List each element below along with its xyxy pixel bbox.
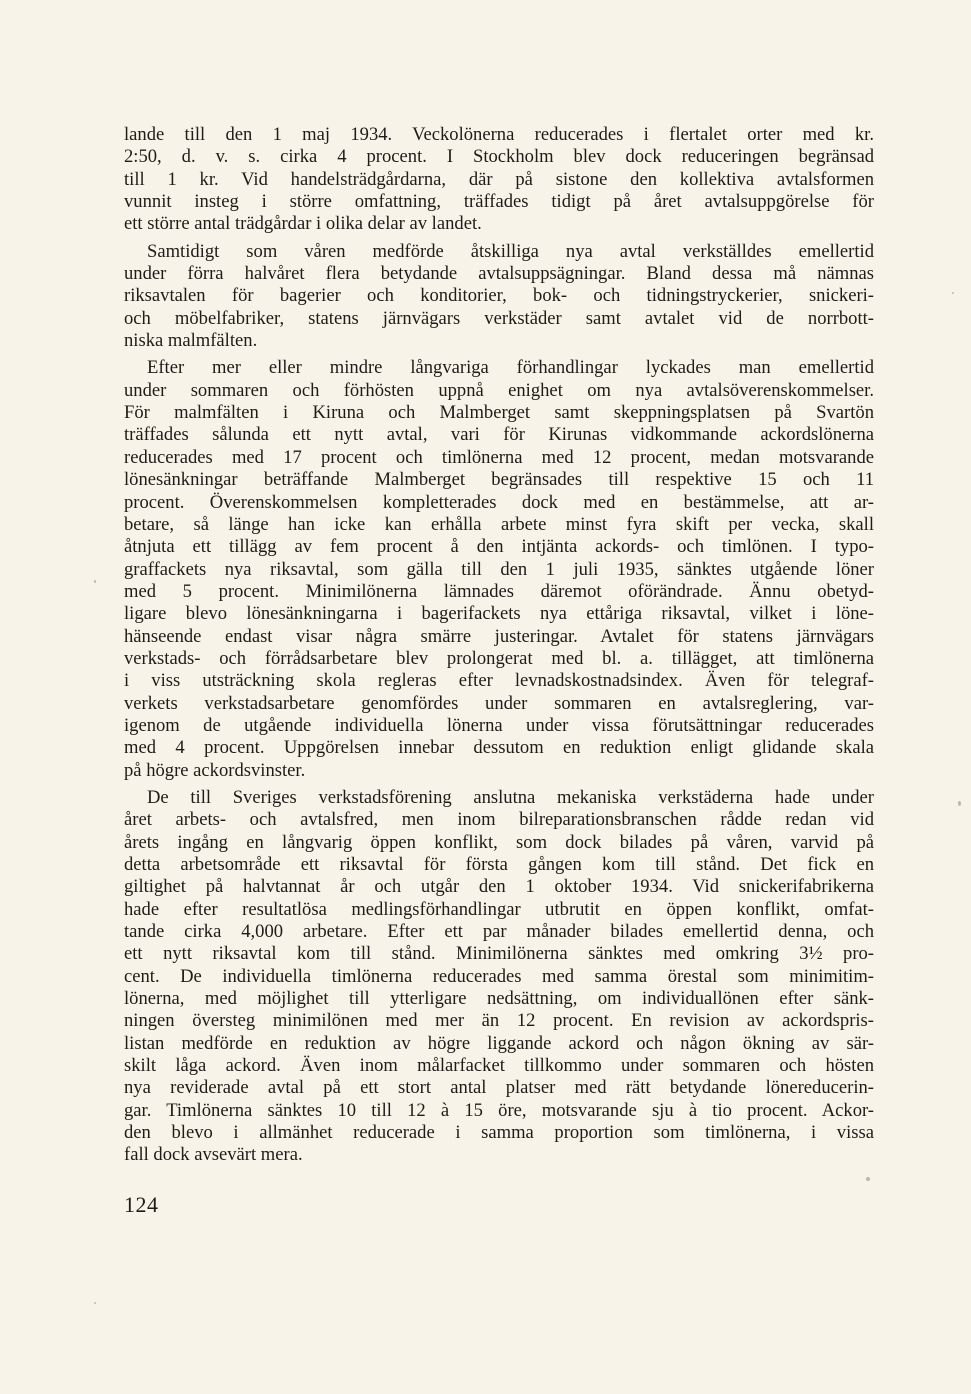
text-line: skilt låga ackord. Även inom målarfacket tillkommo under sommaren och hösten	[124, 1055, 874, 1077]
text-line: till 1 kr. Vid handelsträdgårdarna, där på sistone den kollektiva avtalsformen	[124, 168, 874, 190]
text-line: igenom de utgående individuella lönerna under vissa förutsättningar reducerades	[124, 714, 874, 736]
text-line: ligare blevo lönesänkningarna i bagerifackets nya ettåriga riksavtal, vilket i löne-	[124, 603, 874, 625]
text-line: under sommaren och förhösten uppnå enighet om nya avtalsöverenskommelser.	[124, 379, 874, 401]
text-line: fall dock avsevärt mera.	[124, 1144, 303, 1166]
body-text	[124, 124, 874, 1167]
text-line: hade efter resultatlösa medlingsförhandlingar utbrutit en öppen konflikt, omfat-	[124, 898, 874, 920]
text-line: Samtidigt som våren medförde åtskilliga nya avtal verkställdes emellertid	[147, 240, 874, 262]
text-line: gar. Timlönerna sänktes 10 till 12 à 15 öre, motsvarande sju à tio procent. Ackor-	[124, 1099, 874, 1121]
paper-speck	[958, 801, 961, 806]
paper-speck	[866, 1177, 870, 1181]
text-line: vunnit insteg i större omfattning, träffades tidigt på året avtalsuppgörelse för	[124, 191, 874, 213]
text-line: lande till den 1 maj 1934. Veckolönerna reducerades i flertalet orter med kr.	[124, 124, 874, 145]
text-line: 2:50, d. v. s. cirka 4 procent. I Stockholm blev dock reduceringen begränsad	[124, 146, 874, 168]
text-line: den blevo i allmänhet reducerade i samma proportion som timlönerna, i vissa	[124, 1122, 874, 1144]
text-line: riksavtalen för bagerier och konditorier, bok- och tidningstryckerier, snickeri-	[124, 285, 874, 307]
text-line: graffackets nya riksavtal, som gälla till den 1 juli 1935, sänktes utgående löner	[124, 558, 874, 580]
text-line: lönesänkningar beträffande Malmberget begränsades till respektive 15 och 11	[124, 469, 874, 491]
paper-speck	[94, 1302, 96, 1304]
text-line: på högre ackordsvinster.	[124, 759, 306, 781]
page-number: 124	[124, 1192, 159, 1217]
text-line: cent. De individuella timlönerna reducerades med samma örestal som minimitim-	[124, 965, 874, 987]
paper-speck	[94, 580, 96, 583]
text-line: niska malmfälten.	[124, 330, 258, 352]
text-line: med 5 procent. Minimilönerna lämnades däremot oförändrade. Ännu obetyd-	[124, 580, 874, 602]
text-line: ningen översteg minimilönen med mer än 12 procent. En revision av ackordspris-	[124, 1010, 874, 1032]
text-line: verkets verkstadsarbetare genomfördes under sommaren en avtalsreglering, var-	[124, 692, 874, 714]
text-line: För malmfälten i Kiruna och Malmberget samt skeppningsplatsen på Svartön	[124, 402, 874, 424]
text-line: procent. Överenskommelsen kompletterades dock med en bestämmelse, att ar-	[124, 491, 874, 513]
text-line: träffades sålunda ett nytt avtal, vari för Kirunas vidkommande ackordslönerna	[124, 424, 874, 446]
text-line: ett nytt riksavtal kom till stånd. Minimilönerna sänktes med omkring 3½ pro-	[124, 943, 874, 965]
text-line: under förra halvåret flera betydande avtalsuppsägningar. Bland dessa må nämnas	[124, 263, 874, 285]
text-line: giltighet på halvtannat år och utgår den 1 oktober 1934. Vid snickerifabrikerna	[124, 876, 874, 898]
text-line: detta arbetsområde ett riksavtal för första gången kom till stånd. Det fick en	[124, 854, 874, 875]
text-line: reducerades med 17 procent och timlönerna med 12 procent, medan motsvarande	[124, 446, 874, 468]
text-line: åtnjuta ett tillägg av fem procent å den intjänta ackords- och timlönen. I typo-	[124, 536, 874, 558]
text-line: tande cirka 4,000 arbetare. Efter ett par månader bilades emellertid denna, och	[124, 921, 874, 943]
text-line: betare, så länge han icke kan erhålla arbete minst fyra skift per vecka, skall	[124, 513, 874, 535]
paper-speck	[952, 292, 954, 294]
text-line: lönerna, med möjlighet till ytterligare nedsättning, om individuallönen efter sänk-	[124, 988, 874, 1010]
text-line: Efter mer eller mindre långvariga förhandlingar lyckades man emellertid	[147, 357, 874, 379]
text-line: ett större antal trädgårdar i olika delar av landet.	[124, 213, 482, 235]
text-line: året arbets- och avtalsfred, men inom bilreparationsbranschen rådde redan vid	[124, 809, 874, 831]
text-line: årets ingång en långvarig öppen konflikt, som dock bilades på våren, varvid på	[124, 831, 874, 853]
text-line: med 4 procent. Uppgörelsen innebar dessutom en reduktion enligt glidande skala	[124, 737, 874, 759]
text-line: De till Sveriges verkstadsförening anslutna mekaniska verkstäderna hade under	[147, 786, 874, 808]
text-line: nya reviderade avtal på ett stort antal platser med rätt betydande lönereducerin-	[124, 1077, 874, 1099]
text-line: verkstads- och förrådsarbetare blev prolongerat med bl. a. tillägget, att timlönerna	[124, 647, 874, 669]
text-line: och möbelfabriker, statens järnvägars verkstäder samt avtalet vid de norrbott-	[124, 307, 874, 329]
text-line: i viss utsträckning skola regleras efter levnadskostnadsindex. Även för telegraf-	[124, 670, 874, 692]
text-line: listan medförde en reduktion av högre liggande ackord och någon ökning av sär-	[124, 1032, 874, 1054]
text-line: hänseende endast visar några smärre justeringar. Avtalet för statens järnvägars	[124, 625, 874, 647]
